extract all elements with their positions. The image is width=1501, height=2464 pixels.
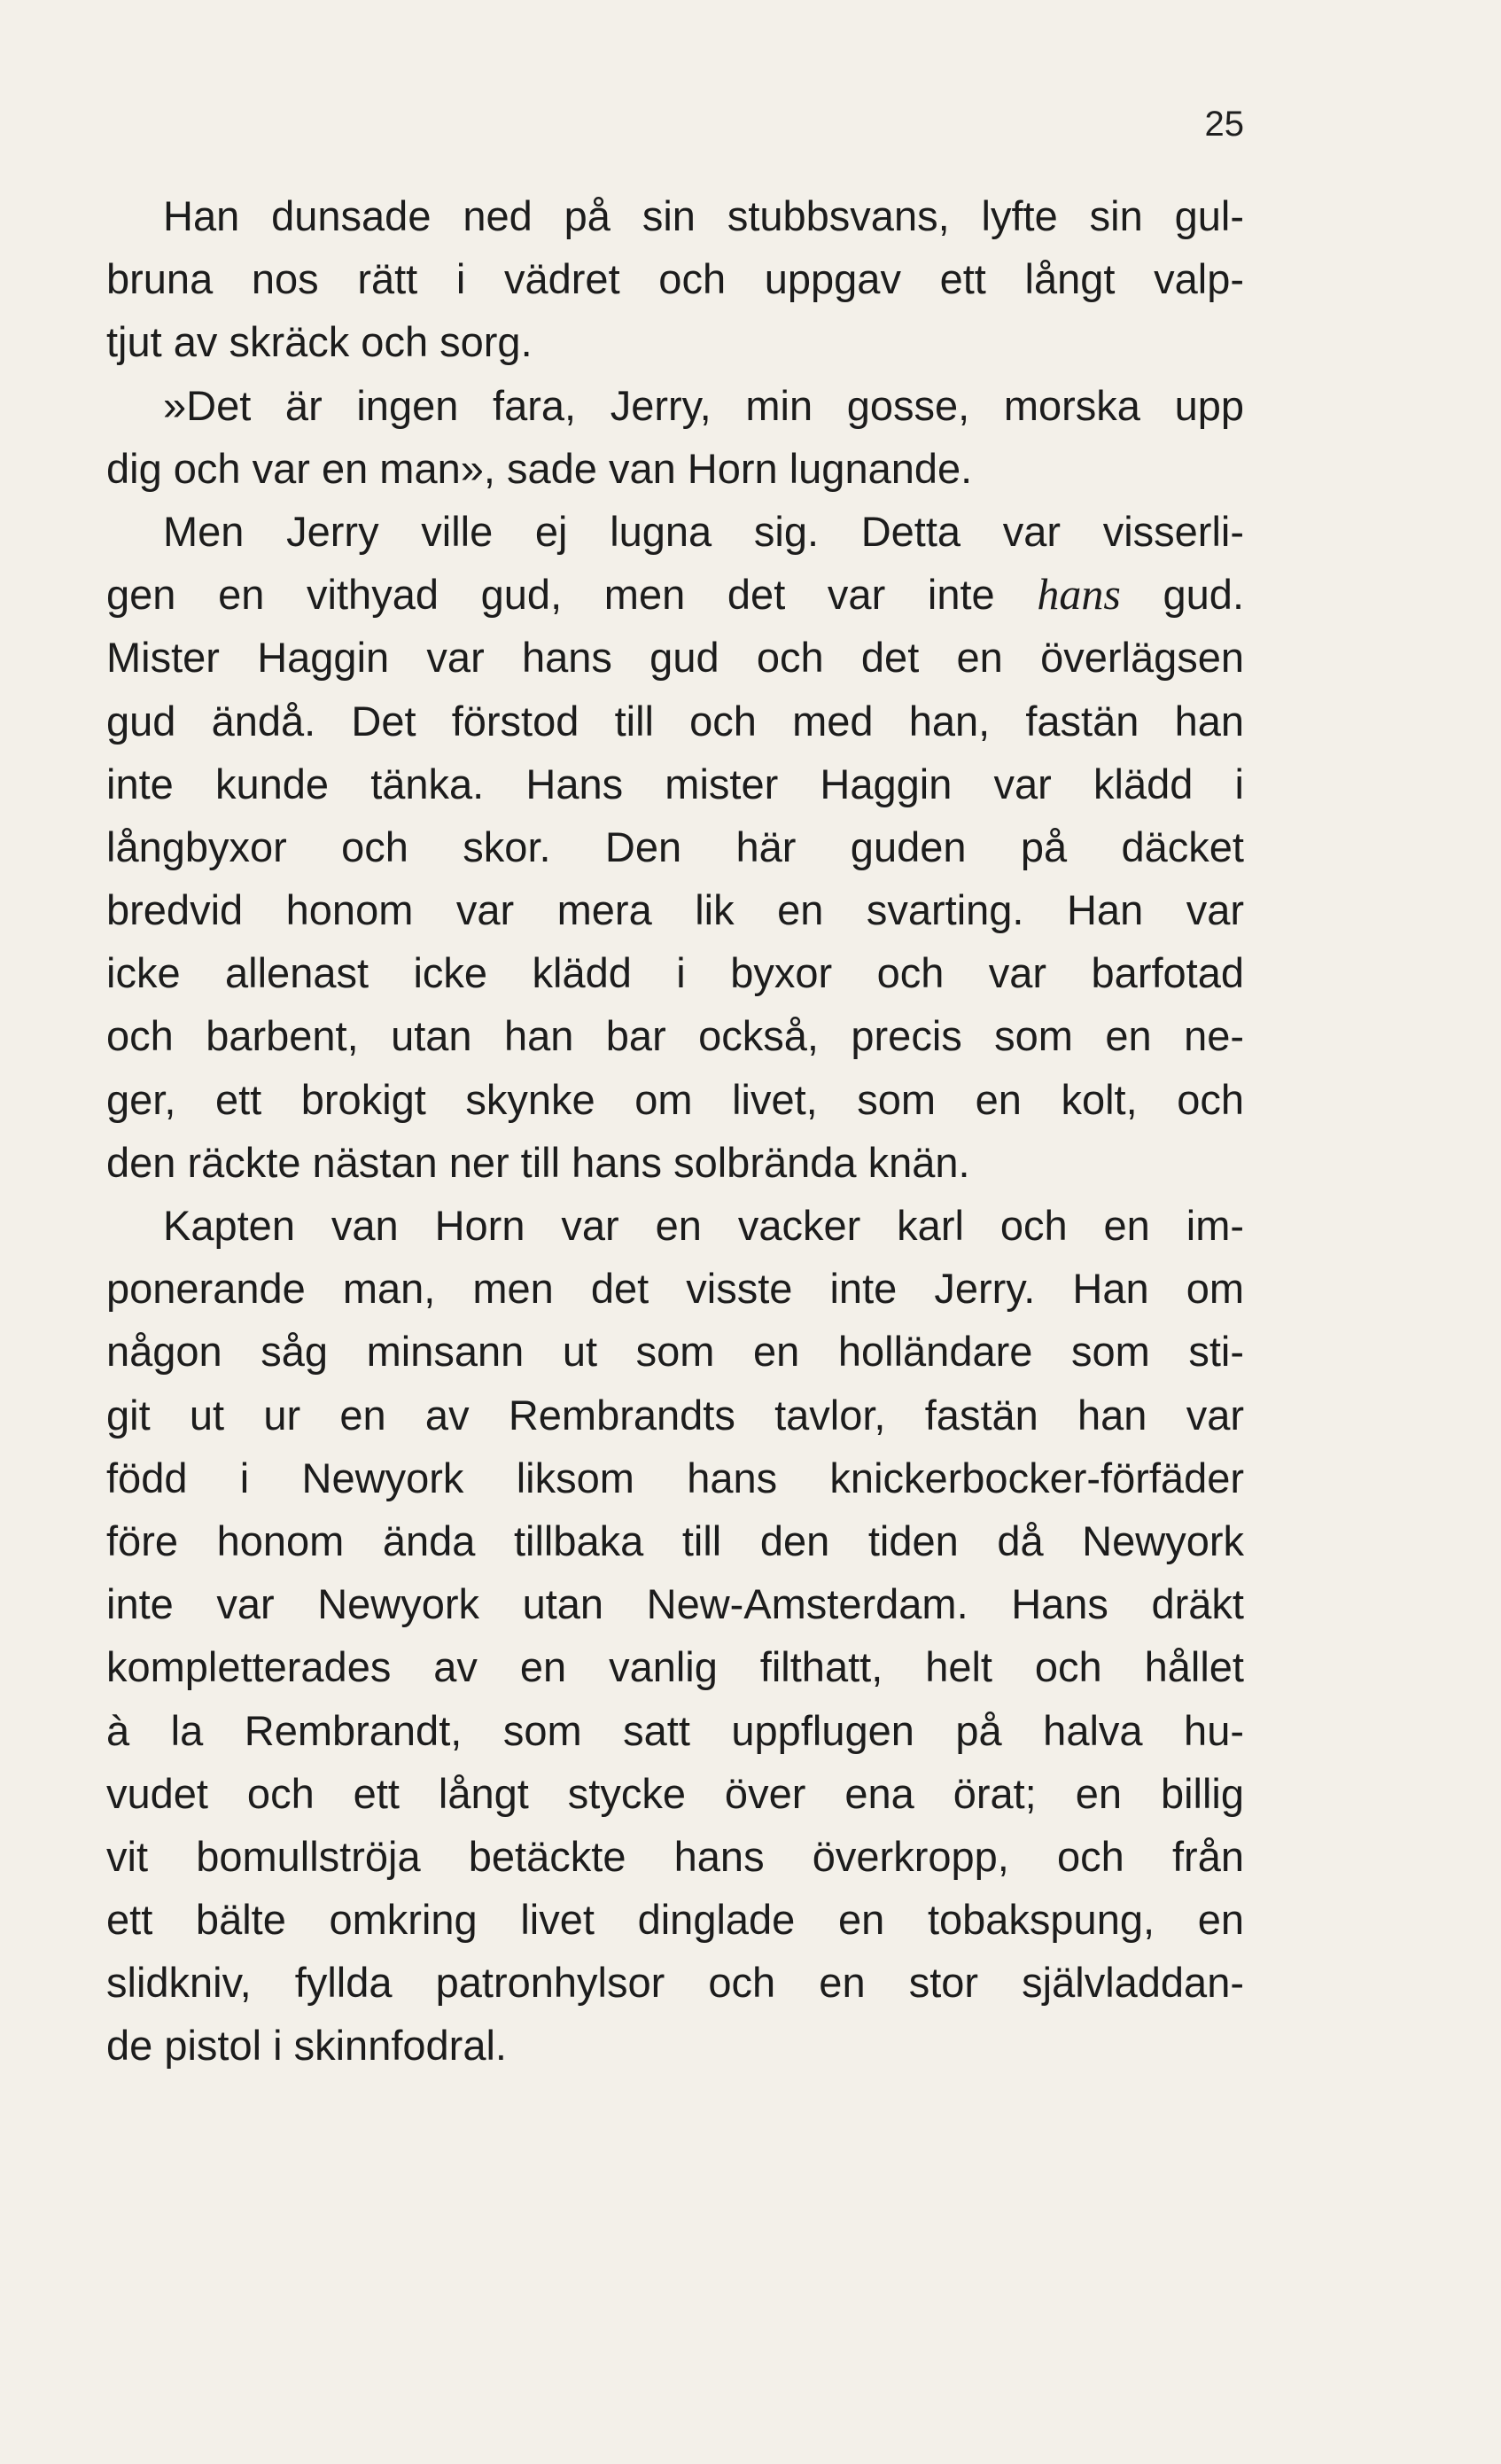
text-line: ger, ett brokigt skynke om livet, som en kolt, och xyxy=(106,1075,1244,1123)
text-line: git ut ur en av Rembrandts tavlor, fastän han var xyxy=(106,1391,1244,1439)
text-line: tjut av skräck och sorg. xyxy=(106,318,533,366)
text-line: och barbent, utan han bar också, precis som en ne- xyxy=(106,1012,1244,1060)
text-line xyxy=(106,563,1244,626)
text-line: någon såg minsann ut som en holländare som sti- xyxy=(106,1328,1244,1376)
text-line: Han dunsade ned på sin stubbsvans, lyfte sin gul- xyxy=(163,192,1244,239)
text-line: »Det är ingen fara, Jerry, min gosse, morska upp xyxy=(163,381,1244,429)
text-line: inte var Newyork utan New-Amsterdam. Hans dräkt xyxy=(106,1580,1244,1628)
text-line: född i Newyork liksom hans knickerbocker-förfäder xyxy=(106,1454,1244,1501)
page-number: 25 xyxy=(1204,105,1244,144)
text-line: ponerande man, men det visste inte Jerry. Han om xyxy=(106,1265,1244,1313)
text-segment: gen en vithyad gud, men det var inte xyxy=(106,571,1038,619)
text-line: de pistol i skinnfodral. xyxy=(106,2022,507,2070)
text-line: slidkniv, fyllda patronhylsor och en stor självladdan- xyxy=(106,1959,1244,2007)
text-line: icke allenast icke klädd i byxor och var barfotad xyxy=(106,949,1244,997)
text-line: långbyxor och skor. Den här guden på däcket xyxy=(106,823,1244,870)
text-line: bredvid honom var mera lik en svarting. Han var xyxy=(106,886,1244,934)
text-line: Mister Haggin var hans gud och det en överlägsen xyxy=(106,634,1244,682)
text-line: dig och var en man», sade van Horn lugnande. xyxy=(106,444,973,492)
text-line: bruna nos rätt i vädret och uppgav ett långt valp- xyxy=(106,255,1244,303)
emphasized-word: hans xyxy=(1037,569,1121,620)
text-line: den räckte nästan ner till hans solbrända knän. xyxy=(106,1138,970,1186)
text-line: före honom ända tillbaka till den tiden då Newyork xyxy=(106,1517,1244,1564)
body-text xyxy=(106,184,1244,2078)
text-line: inte kunde tänka. Hans mister Haggin var klädd i xyxy=(106,760,1244,807)
text-segment: gud. xyxy=(1120,571,1244,619)
text-line: vudet och ett långt stycke över ena örat; en billig xyxy=(106,1769,1244,1817)
text-line: kompletterades av en vanlig filthatt, helt och hållet xyxy=(106,1643,1244,1691)
text-line: Kapten van Horn var en vacker karl och en im- xyxy=(163,1202,1244,1249)
text-line: Men Jerry ville ej lugna sig. Detta var visserli- xyxy=(163,507,1244,555)
text-line: ett bälte omkring livet dinglade en tobakspung, en xyxy=(106,1896,1244,1944)
text-line: vit bomullströja betäckte hans överkropp, och från xyxy=(106,1832,1244,1880)
text-line: gud ändå. Det förstod till och med han, fastän han xyxy=(106,697,1244,745)
text-line: à la Rembrandt, som satt uppflugen på halva hu- xyxy=(106,1706,1244,1754)
